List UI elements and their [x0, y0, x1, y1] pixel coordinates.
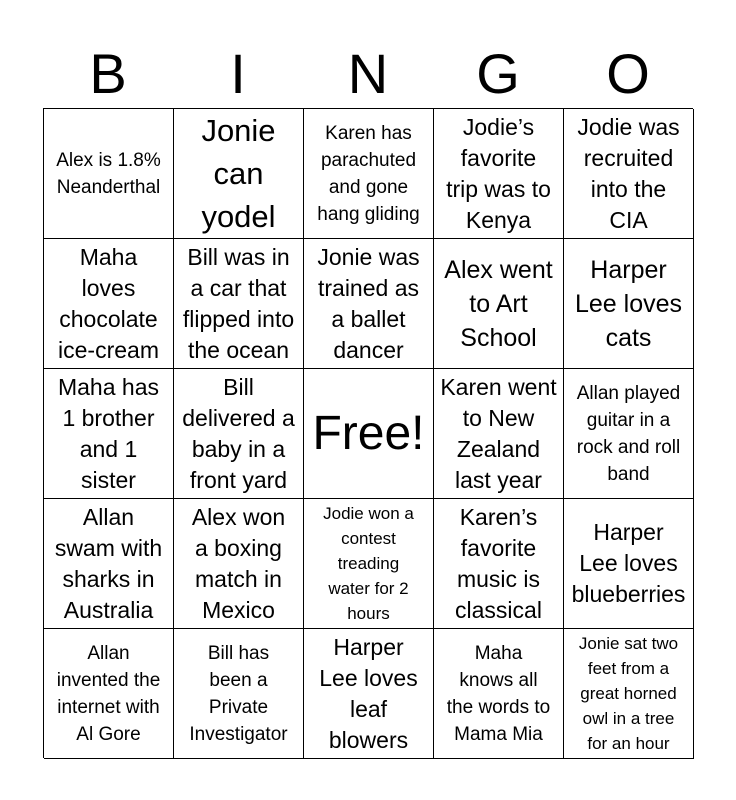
cell-text: Karen’s favorite music is classical [455, 503, 542, 623]
bingo-cell[interactable] [564, 499, 694, 629]
header-letter-i: I [230, 42, 246, 105]
bingo-cell[interactable] [174, 239, 304, 369]
bingo-cell[interactable] [434, 239, 564, 369]
cell-text: Karen has parachuted and gone hang gliding [317, 122, 420, 225]
free-space-text: Free! [312, 406, 425, 460]
bingo-cell[interactable] [174, 499, 304, 629]
bingo-cell[interactable] [434, 109, 564, 239]
bingo-cell[interactable] [44, 109, 174, 239]
cell-text: Harper Lee loves cats [574, 255, 683, 352]
cell-text: Allan invented the internet with Al Gore [56, 642, 161, 745]
cell-text: Allan played guitar in a rock and roll band [576, 382, 681, 485]
cell-text: Harper Lee loves leaf blowers [319, 633, 418, 753]
bingo-header [43, 40, 693, 108]
bingo-cell[interactable] [434, 369, 564, 499]
bingo-cell[interactable] [434, 629, 564, 759]
bingo-cell[interactable] [564, 109, 694, 239]
header-letter-o: O [606, 42, 650, 105]
cell-text: Maha loves chocolate ice-cream [58, 243, 159, 363]
cell-text: Bill has been a Private Investigator [189, 642, 288, 745]
bingo-cell[interactable] [44, 499, 174, 629]
cell-text: Karen went to New Zealand last year [440, 373, 557, 493]
cell-text: Jonie was trained as a ballet dancer [317, 243, 420, 363]
bingo-cell[interactable] [304, 239, 434, 369]
header-letter-g: G [476, 42, 520, 105]
bingo-cell[interactable] [564, 369, 694, 499]
bingo-cell[interactable] [44, 629, 174, 759]
bingo-cell[interactable] [564, 239, 694, 369]
cell-text: Alex is 1.8% Neanderthal [56, 149, 161, 198]
bingo-cell[interactable] [304, 499, 434, 629]
bingo-cell[interactable] [174, 629, 304, 759]
header-letter-n: N [347, 42, 389, 105]
cell-text: Maha knows all the words to Mama Mia [446, 642, 551, 745]
bingo-cell[interactable] [174, 369, 304, 499]
cell-text: Bill delivered a baby in a front yard [182, 373, 295, 493]
cell-text: Jodie’s favorite trip was to Kenya [446, 113, 551, 233]
free-space-cell[interactable] [304, 369, 434, 499]
bingo-cell[interactable] [174, 109, 304, 239]
header-letter-b: B [89, 42, 127, 105]
cell-text: Bill was in a car that flipped into the ocean [182, 243, 295, 363]
bingo-cell[interactable] [564, 629, 694, 759]
bingo-cell[interactable] [304, 629, 434, 759]
bingo-cell[interactable] [44, 369, 174, 499]
cell-text: Alex won a boxing match in Mexico [191, 503, 286, 623]
cell-text: Jodie was recruited into the CIA [577, 113, 680, 233]
bingo-cell[interactable] [434, 499, 564, 629]
cell-text: Jonie sat two feet from a great horned owl in a tree for an hour [578, 634, 679, 753]
cell-text: Allan swam with sharks in Australia [54, 503, 163, 623]
cell-text: Harper Lee loves blueberries [571, 519, 686, 607]
bingo-cell[interactable] [44, 239, 174, 369]
bingo-cell[interactable] [304, 109, 434, 239]
cell-text: Maha has 1 brother and 1 sister [57, 373, 159, 493]
cell-text: Alex went to Art School [444, 255, 553, 352]
cell-text: Jodie won a contest treading water for 2 hours [323, 504, 414, 623]
bingo-grid [43, 108, 693, 758]
cell-text: Jonie can yodel [201, 113, 276, 234]
